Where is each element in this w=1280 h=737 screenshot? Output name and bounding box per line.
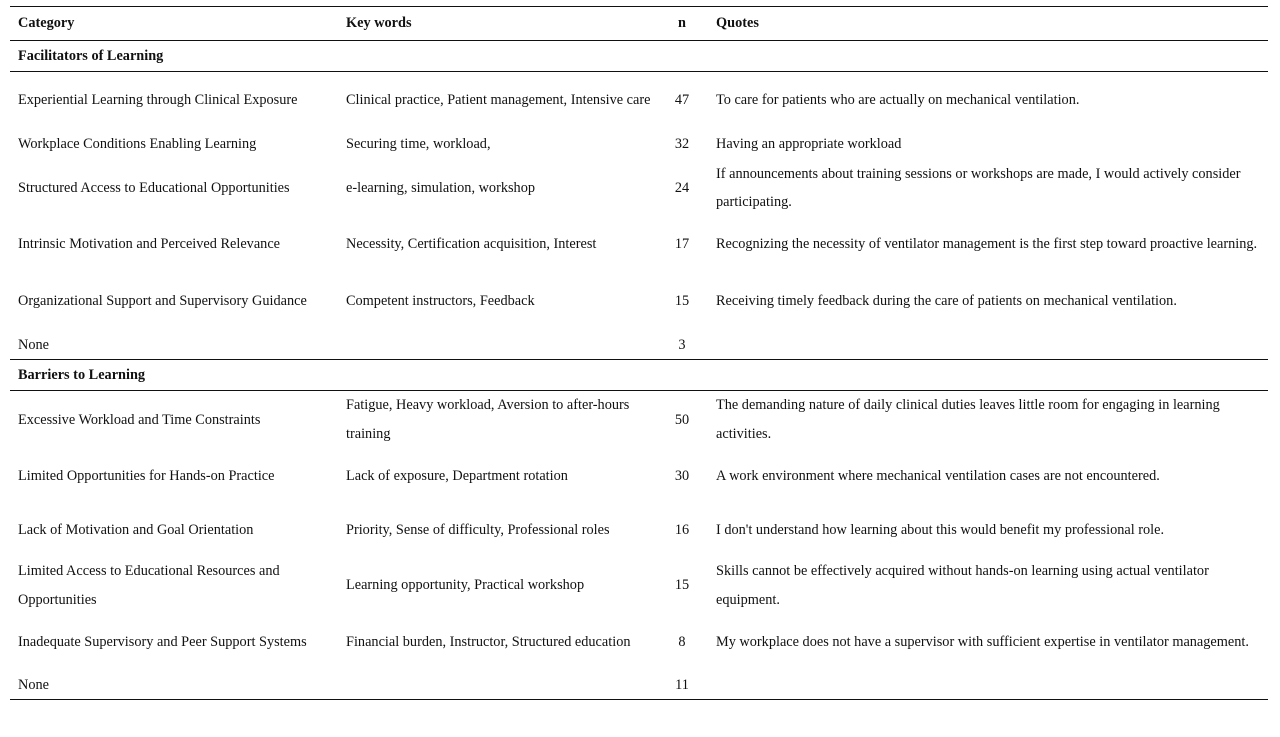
table-row	[10, 331, 1268, 360]
table-row	[10, 615, 1268, 671]
table-row	[10, 671, 1268, 700]
cell-category: None	[10, 671, 338, 700]
cell-n: 11	[656, 671, 708, 700]
cell-n: 15	[674, 577, 690, 594]
header-keywords: Key words	[338, 7, 656, 41]
cell-quote	[708, 671, 1268, 700]
cell-keywords	[338, 331, 656, 360]
cell-category: Organizational Support and Supervisory Guidance	[18, 293, 307, 310]
cell-category: Excessive Workload and Time Constraints	[18, 411, 261, 428]
cell-quote: Having an appropriate workload	[716, 136, 902, 153]
table-row	[10, 72, 1268, 130]
cell-quote: Recognizing the necessity of ventilator management is the first step toward proactive learning.	[716, 236, 1258, 253]
table-row	[10, 273, 1268, 331]
cell-n: 50	[674, 411, 690, 428]
cell-keywords: Lack of exposure, Department rotation	[346, 468, 568, 485]
cell-keywords: Fatigue, Heavy workload, Aversion to after-hours training	[346, 397, 630, 443]
table-row	[10, 130, 1268, 160]
cell-quote: My workplace does not have a supervisor with sufficient expertise in ventilator management.	[716, 634, 1249, 651]
cell-n: 8	[678, 634, 686, 651]
cell-n: 24	[674, 179, 690, 196]
cell-n: 15	[674, 293, 690, 310]
cell-quote: Skills cannot be effectively acquired without hands-on learning using actual ventilator equipment.	[716, 563, 1209, 608]
cell-keywords: Financial burden, Instructor, Structured education	[346, 634, 631, 651]
header-category: Category	[10, 7, 338, 41]
cell-category: Experiential Learning through Clinical Exposure	[18, 92, 298, 109]
cell-category: None	[18, 336, 49, 353]
cell-n: 16	[674, 522, 690, 539]
cell-n: 32	[674, 136, 690, 153]
section-title: Facilitators of Learning	[10, 41, 1268, 72]
table-row	[10, 449, 1268, 505]
header-quotes: Quotes	[708, 7, 1268, 41]
section-header	[10, 41, 1268, 72]
cell-n: 3	[678, 336, 686, 353]
cell-category: Intrinsic Motivation and Perceived Relevance	[18, 236, 281, 253]
cell-quote: Receiving timely feedback during the care of patients on mechanical ventilation.	[716, 293, 1177, 310]
cell-quote: The demanding nature of daily clinical duties leaves little room for engaging in learning activities.	[716, 397, 1220, 443]
cell-keywords: Competent instructors, Feedback	[346, 293, 535, 310]
cell-n: 17	[674, 236, 690, 253]
cell-quote: A work environment where mechanical ventilation cases are not encountered.	[716, 468, 1160, 485]
cell-keywords: Necessity, Certification acquisition, Interest	[346, 236, 597, 253]
table-header	[10, 7, 1268, 41]
cell-quote: I don't understand how learning about this would benefit my professional role.	[716, 522, 1165, 539]
cell-keywords: e-learning, simulation, workshop	[346, 179, 536, 196]
cell-category: Limited Access to Educational Resources and Opportunities	[18, 563, 280, 608]
cell-quote: To care for patients who are actually on mechanical ventilation.	[716, 92, 1080, 109]
cell-quote	[708, 331, 1268, 360]
cell-n: 47	[674, 92, 690, 109]
table-row	[10, 217, 1268, 273]
cell-keywords: Clinical practice, Patient management, Intensive care	[346, 92, 651, 109]
results-table	[10, 6, 1268, 700]
cell-keywords	[338, 671, 656, 700]
cell-category: Limited Opportunities for Hands-on Practice	[18, 468, 275, 485]
cell-keywords: Securing time, workload,	[346, 136, 491, 153]
cell-category: Lack of Motivation and Goal Orientation	[18, 522, 254, 539]
section-header	[10, 360, 1268, 391]
cell-n: 30	[674, 468, 690, 485]
header-n: n	[656, 7, 708, 41]
table-row	[10, 391, 1268, 449]
table-row	[10, 160, 1268, 217]
cell-category: Workplace Conditions Enabling Learning	[18, 136, 257, 153]
cell-keywords: Priority, Sense of difficulty, Professional roles	[346, 522, 610, 539]
facilitators-section	[10, 41, 1268, 360]
section-title: Barriers to Learning	[10, 360, 1268, 391]
cell-keywords: Learning opportunity, Practical workshop	[346, 577, 585, 594]
cell-quote: If announcements about training sessions or workshops are made, I would actively consider participating.	[716, 165, 1241, 211]
cell-category: Structured Access to Educational Opportunities	[18, 179, 290, 196]
table-row	[10, 557, 1268, 615]
barriers-section	[10, 360, 1268, 700]
table-row	[10, 505, 1268, 557]
cell-category: Inadequate Supervisory and Peer Support Systems	[18, 634, 307, 651]
